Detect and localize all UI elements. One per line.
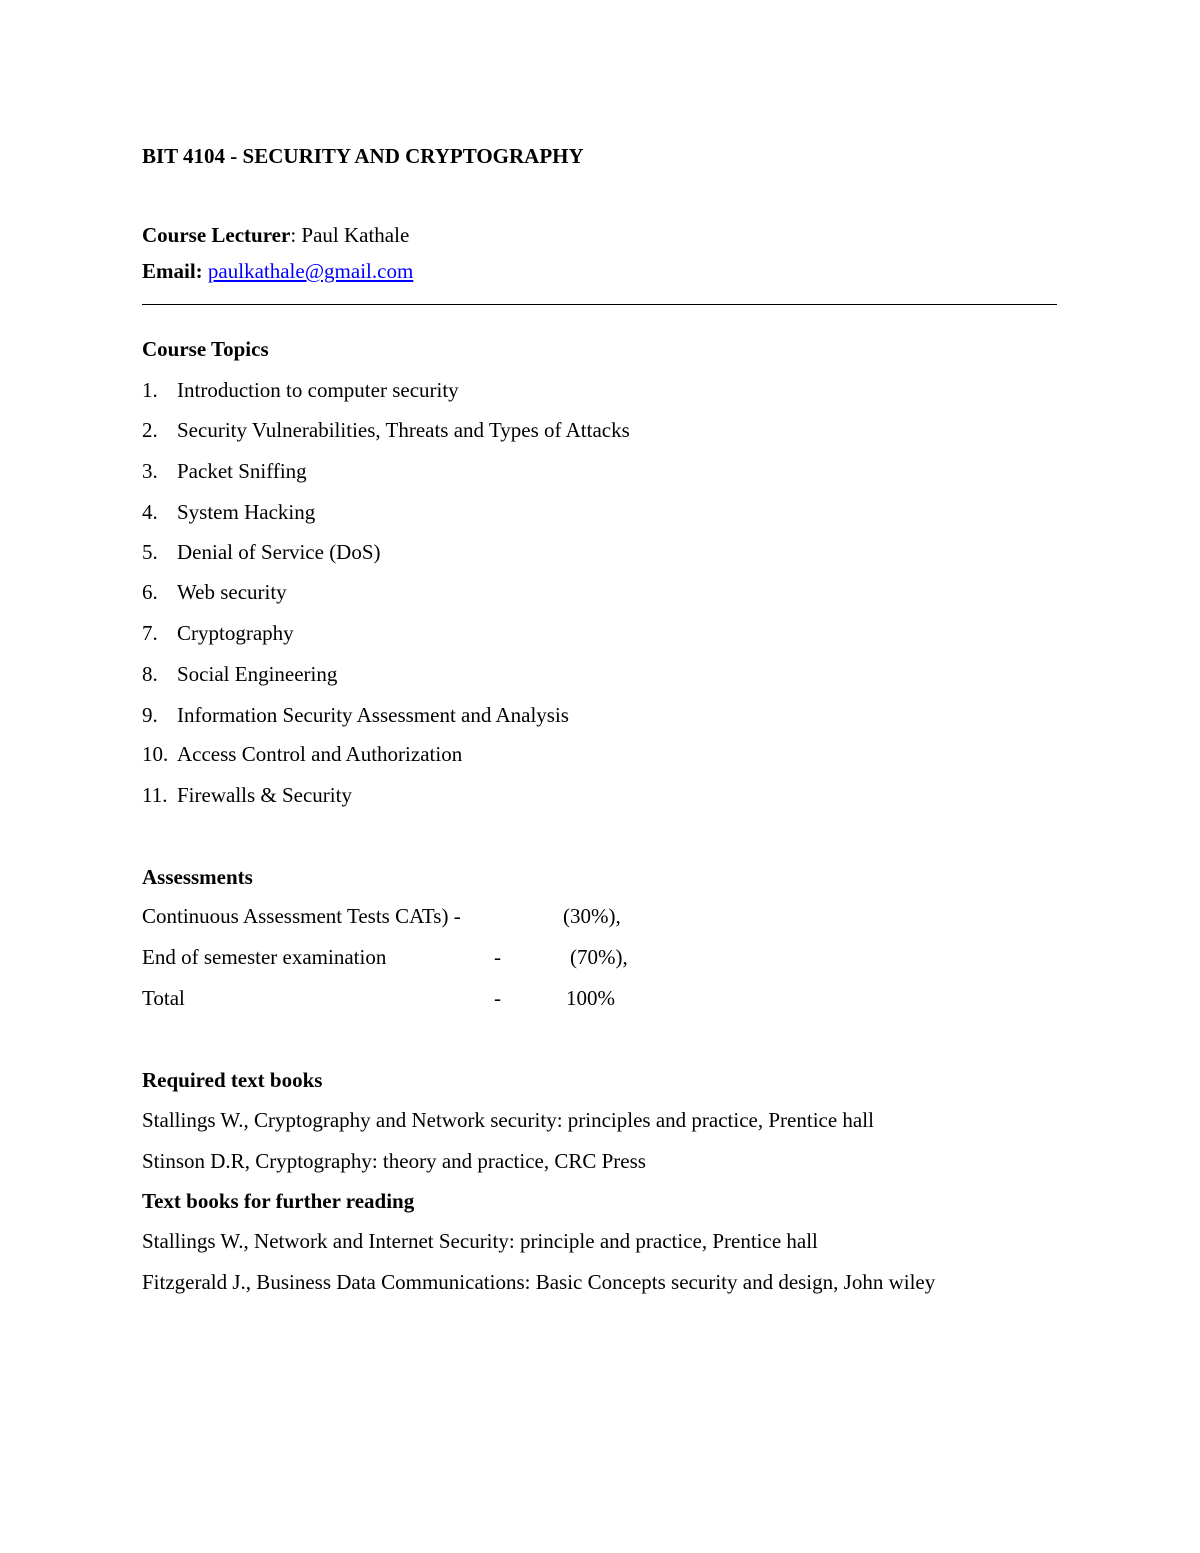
course-lecturer-line xyxy=(142,225,409,246)
further-book: Fitzgerald J., Business Data Communications: Basic Concepts security and design, John wiley xyxy=(142,1270,936,1294)
topic-item: 3. Packet Sniffing xyxy=(142,459,307,483)
course-topics-heading: Course Topics xyxy=(142,337,269,361)
assessment-value: (30%), xyxy=(563,904,621,928)
topic-item: 7. Cryptography xyxy=(142,621,294,645)
topic-item: 8. Social Engineering xyxy=(142,662,338,686)
topic-item: 6. Web security xyxy=(142,580,287,604)
assessment-label: End of semester examination xyxy=(142,945,387,969)
topic-item: 10. Access Control and Authorization xyxy=(142,742,463,766)
email-line xyxy=(142,261,413,282)
assessment-dash: - xyxy=(494,945,501,969)
required-text-books-heading: Required text books xyxy=(142,1068,323,1092)
further-book: Stallings W., Network and Internet Security: principle and practice, Prentice hall xyxy=(142,1229,818,1253)
topic-item: 2. Security Vulnerabilities, Threats and Types of Attacks xyxy=(142,418,630,442)
topic-item: 4. System Hacking xyxy=(142,500,316,524)
horizontal-rule xyxy=(142,304,1057,306)
assessment-label: Total xyxy=(142,986,185,1010)
assessment-dash: - xyxy=(494,986,501,1010)
further-reading-heading: Text books for further reading xyxy=(142,1189,415,1213)
topic-item: 5. Denial of Service (DoS) xyxy=(142,540,381,564)
lecturer-label: Course Lecturer xyxy=(142,223,291,247)
assessment-value: 100% xyxy=(566,986,615,1010)
document-title: BIT 4104 - SECURITY AND CRYPTOGRAPHY xyxy=(142,144,584,168)
lecturer-name: : Paul Kathale xyxy=(290,223,410,247)
email-link[interactable]: paulkathale@gmail.com xyxy=(207,259,414,283)
email-label: Email: xyxy=(142,259,203,283)
topic-item: 9. Information Security Assessment and Analysis xyxy=(142,703,569,727)
required-book: Stallings W., Cryptography and Network security: principles and practice, Prentice hall xyxy=(142,1108,874,1132)
assessment-value: (70%), xyxy=(570,945,628,969)
topic-item: 1. Introduction to computer security xyxy=(142,378,459,402)
required-book: Stinson D.R, Cryptography: theory and practice, CRC Press xyxy=(142,1149,646,1173)
topic-item: 11. Firewalls & Security xyxy=(142,783,352,807)
assessments-heading: Assessments xyxy=(142,865,253,889)
assessment-label: Continuous Assessment Tests CATs) - xyxy=(142,904,461,928)
